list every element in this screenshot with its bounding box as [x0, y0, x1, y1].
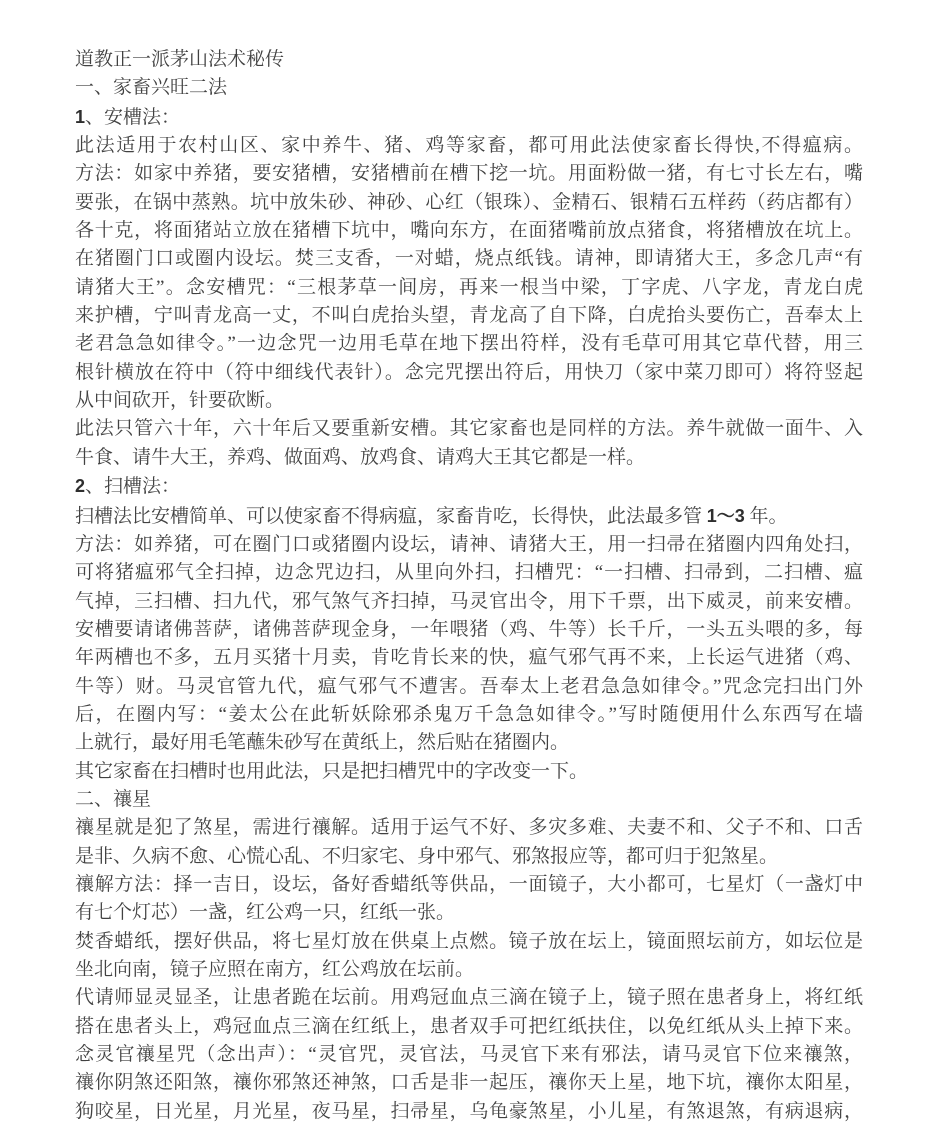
text-line [75, 160, 863, 188]
text-segment: 上就行，最好用毛笔蘸朱砂写在黄纸上，然后贴在猪圈内。 [75, 732, 570, 754]
text-segment: 扫槽法比安槽简单、可以使家畜不得病瘟，家畜肯吃，长得快，此法最多管 [75, 505, 707, 527]
bold-number: 1 [75, 106, 86, 127]
text-line [75, 502, 863, 531]
text-line [75, 1013, 863, 1041]
text-line [75, 701, 863, 729]
text-segment: 在猪圈门口或圈内设坛。焚三支香，一对蜡，烧点纸钱。请神，即请猪大王，多念几声“有 [75, 248, 863, 270]
text-line [75, 217, 863, 245]
text-line [75, 786, 863, 814]
text-segment: 此法适用于农村山区、家中养牛、猪、鸡等家畜，都可用此法使家畜长得快,不得瘟病。 [75, 135, 863, 157]
text-line [75, 729, 863, 757]
text-line [75, 758, 863, 786]
bold-number: 1～3 [706, 505, 745, 526]
text-line [75, 843, 863, 871]
text-segment: 搭在患者头上，鸡冠血点三滴在红纸上，患者双手可把红纸扶住，以免红纸从头上掉下来。 [75, 1015, 863, 1037]
text-segment: 代请师显灵显圣，让患者跪在坛前。用鸡冠血点三滴在镜子上，镜子照在患者身上，将红纸 [75, 987, 863, 1009]
text-segment: 年。 [744, 505, 788, 527]
text-segment: 狗咬星，日光星，月光星，夜马星，扫帚星，乌龟豪煞星，小儿星，有煞退煞，有病退病， [75, 1100, 863, 1122]
text-segment: 、扫槽法： [85, 476, 181, 498]
text-line [75, 899, 863, 927]
text-segment: 后，在圈内写：“姜太公在此斩妖除邪杀鬼万千急急如律令。”写时随便用什么东西写在墙 [75, 703, 863, 725]
text-segment: 念灵官禳星咒（念出声）：“灵官咒，灵官法，马灵官下来有邪法，请马灵官下位来禳煞， [75, 1044, 863, 1066]
text-segment: 牛食、请牛大王，养鸡、做面鸡、放鸡食、请鸡大王其它都是一样。 [75, 446, 646, 468]
text-segment: 从中间砍开，针要砍断。 [75, 390, 285, 412]
text-line [75, 1041, 863, 1069]
text-segment: 二、禳星 [75, 788, 152, 810]
text-segment: 是非、久病不愈、心慌心乱、不归家宅、身中邪气、邪煞报应等，都可归于犯煞星。 [75, 845, 779, 867]
text-segment: 根针横放在符中（符中细线代表针）。念完咒摆出符后，用快刀（家中菜刀即可）将符竖起 [75, 361, 863, 383]
text-segment: 坐北向南，镜子应照在南方，红公鸡放在坛前。 [75, 959, 475, 980]
text-line [75, 956, 863, 984]
text-segment: 方法：如养猪，可在圈门口或猪圈内设坛，请神、请猪大王，用一扫帚在猪圈内四角处扫， [75, 533, 863, 555]
text-line [75, 189, 863, 217]
text-line [75, 559, 863, 587]
text-line [75, 1069, 863, 1097]
text-segment: 此法只管六十年，六十年后又要重新安槽。其它家畜也是同样的方法。养牛就做一面牛、入 [75, 418, 863, 440]
text-segment: 年两槽也不多，五月买猪十月卖，肯吃肯长来的快，瘟气邪气再不来，上长运气进猪（鸡、 [75, 647, 863, 669]
text-segment: 可将猪瘟邪气全扫掉，边念咒边扫，从里向外扫，扫槽咒：“一扫槽、扫帚到，二扫槽、瘟 [75, 562, 863, 584]
text-segment: 来护槽，宁叫青龙高一丈，不叫白虎抬头望，青龙高了自下降，白虎抬头要伤亡，吾奉太上 [75, 305, 863, 327]
text-line [75, 103, 863, 132]
text-line [75, 359, 863, 387]
bold-number: 2 [75, 476, 86, 497]
text-segment: 、安槽法： [85, 106, 181, 128]
text-line [75, 984, 863, 1012]
text-segment: 牛等）财。马灵官管九代，瘟气邪气不遭害。吾奉太上老君急急如律令。”咒念完扫出门外 [75, 675, 863, 697]
text-line [75, 46, 863, 74]
text-line [75, 444, 863, 472]
text-segment: 气掉，三扫槽、扫九代，邪气煞气齐扫掉，马灵官出令，用下千票，出下威灵，前来安槽。 [75, 590, 863, 612]
text-segment: 禳解方法：择一吉日，设坛，备好香蜡纸等供品，一面镜子，大小都可，七星灯（一盏灯中 [75, 873, 863, 895]
text-segment: 禳星就是犯了煞星，需进行禳解。适用于运气不好、多灾多难、夫妻不和、父子不和、口舌 [75, 817, 863, 839]
text-segment: 禳你阴煞还阳煞，禳你邪煞还神煞，口舌是非一起压，禳你天上星，地下坑，禳你太阳星， [75, 1072, 863, 1094]
text-segment: 道教正一派茅山法术秘传 [75, 49, 285, 70]
text-segment: 焚香蜡纸，摆好供品，将七星灯放在供桌上点燃。镜子放在坛上，镜面照坛前方，如坛位是 [75, 930, 863, 952]
text-line [75, 644, 863, 672]
text-segment: 有七个灯芯）一盏，红公鸡一只，红纸一张。 [75, 902, 456, 924]
text-line [75, 928, 863, 956]
text-segment: 其它家畜在扫槽时也用此法，只是把扫槽咒中的字改变一下。 [75, 760, 589, 782]
text-line [75, 531, 863, 559]
text-segment: 各十克，将面猪站立放在猪槽下坑中，嘴向东方，在面猪嘴前放点猪食，将猪槽放在坑上。 [75, 220, 863, 242]
text-segment: 请猪大王”。念安槽咒：“三根茅草一间房，再来一根当中梁，丁字虎、八字龙，青龙白虎 [75, 276, 863, 298]
text-segment: 安槽要请诸佛菩萨，诸佛菩萨现金身，一年喂猪（鸡、牛等）长千斤，一头五头喂的多，每 [75, 618, 863, 640]
text-line [75, 387, 863, 415]
text-segment: 老君急急如律令。”一边念咒一边用毛草在地下摆出符样，没有毛草可用其它草代替，用三 [75, 333, 863, 355]
text-line [75, 74, 863, 102]
text-line [75, 274, 863, 302]
text-line [75, 472, 863, 501]
text-segment: 一、家畜兴旺二法 [75, 77, 228, 99]
text-line [75, 814, 863, 842]
text-segment: 要张，在锅中蒸熟。坑中放朱砂、神砂、心红（银珠）、金精石、银精石五样药（药店都有） [75, 191, 863, 213]
text-line [75, 673, 863, 701]
text-line [75, 588, 863, 616]
text-line [75, 415, 863, 443]
document-page [75, 46, 863, 1126]
text-line [75, 616, 863, 644]
text-segment: 方法：如家中养猪，要安猪槽，安猪槽前在槽下挖一坑。用面粉做一猪，有七寸长左右，嘴 [75, 163, 863, 185]
text-line [75, 1098, 863, 1126]
text-line [75, 871, 863, 899]
text-line [75, 132, 863, 160]
text-line [75, 302, 863, 330]
text-line [75, 245, 863, 273]
text-line [75, 330, 863, 358]
